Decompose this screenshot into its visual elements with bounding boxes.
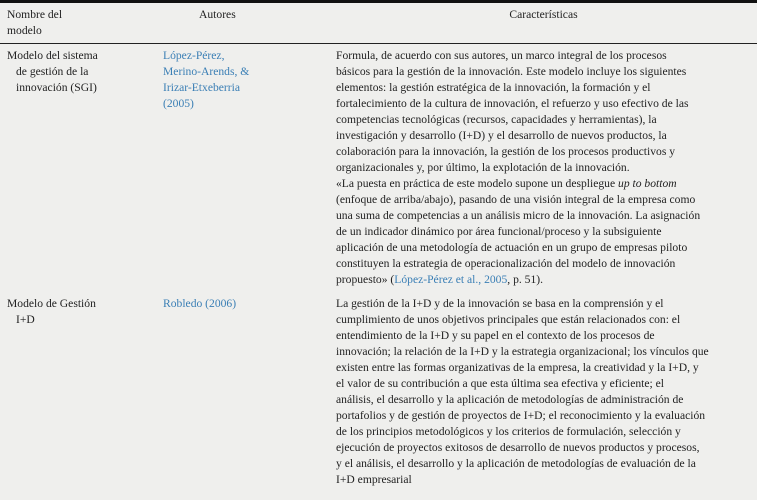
text-line: innovación; la relación de la I+D y la estrategia organizacional; los vínculos que: [336, 345, 709, 358]
text-line: cumplimiento de unos objetivos principales que están relacionados con: el: [336, 313, 681, 326]
name-line: innovación (SGI): [16, 81, 97, 94]
header-characteristics: [336, 2, 757, 44]
header-line: Nombre del: [7, 8, 63, 21]
table-row: [0, 292, 757, 500]
header-authors: [163, 2, 336, 44]
text-line: organizacionales y, por último, la explotación de la innovación.: [336, 161, 630, 174]
text-line: de los principios metodológicos y los criterios de formulación, selección y: [336, 425, 681, 438]
text-line: elementos: la gestión estratégica de la innovación, la formación y el: [336, 81, 651, 94]
quote-line: aplicación de una metodología de actuación en un grupo de empresas piloto: [336, 241, 688, 254]
name-line: I+D: [16, 313, 35, 326]
text-line: portafolios y de gestión de proyectos de I+D; el reconocimiento y la evaluación: [336, 409, 706, 422]
row1-model-name: [0, 44, 163, 293]
text-line: competencias tecnológicas (recursos, capacidades y herramientas), la: [336, 113, 657, 126]
text-line: investigación y desarrollo (I+D) y el desarrollo de nuevos productos, la: [336, 129, 667, 142]
author-line: (2005): [163, 97, 194, 110]
row1-characteristics: [336, 44, 757, 293]
quote-line: [336, 176, 751, 192]
name-line: Modelo del sistema: [7, 49, 98, 62]
text-line: básicos para la gestión de la innovación. Este modelo incluye los siguientes: [336, 65, 687, 78]
quote-text: , p. 51).: [507, 273, 544, 286]
text-line: análisis, el desarrollo y la aplicación de metodologías de administración de: [336, 393, 684, 406]
text-line: La gestión de la I+D y de la innovación se basa en la comprensión y el: [336, 297, 664, 310]
citation-link[interactable]: López-Pérez et al., 2005: [394, 273, 508, 286]
row2-characteristics: [336, 292, 757, 500]
text-line: existen entre las formas organizativas de la empresa, la creatividad y la I+D, y: [336, 361, 699, 374]
header-line: Características: [509, 8, 578, 21]
header-line: Autores: [199, 8, 236, 21]
text-line: fortalecimiento de la cultura de innovación, el refuerzo y uso efectivo de las: [336, 97, 689, 110]
quote-line: (enfoque de arriba/abajo), pasando de una visión integral de la empresa como: [336, 193, 696, 206]
name-line: de gestión de la: [16, 65, 89, 78]
quote-line: una suma de competencias a un análisis micro de la innovación. La asignación: [336, 209, 701, 222]
author-line: López-Pérez,: [163, 49, 225, 62]
header-line: modelo: [7, 24, 42, 37]
header-model-name: [0, 2, 163, 44]
quote-line: [336, 272, 751, 288]
text-line: Formula, de acuerdo con sus autores, un marco integral de los procesos: [336, 49, 667, 62]
text-line: el valor de su contribución a que esta última sea efectiva y eficiente; el: [336, 377, 665, 390]
author-line: Irizar-Etxeberria: [163, 81, 241, 94]
text-line: ejecución de proyectos exitosos de desarrollo de nuevos productos y procesos,: [336, 441, 700, 454]
author-line: Robledo (2006): [163, 297, 237, 310]
text-line: I+D empresarial: [336, 473, 412, 486]
row2-authors-link[interactable]: [163, 292, 336, 500]
name-line: Modelo de Gestión: [7, 297, 96, 310]
table-row: [0, 44, 757, 293]
text-line: colaboración para la innovación, la gestión de los procesos productivos y: [336, 145, 676, 158]
text-line: entendimiento de la I+D y su papel en el contexto de los procesos de: [336, 329, 655, 342]
quote-line: constituyen la estrategia de operacionalización del modelo de innovación: [336, 257, 676, 270]
header-row: [0, 2, 757, 44]
row2-model-name: [0, 292, 163, 500]
quote-text: propuesto» (: [336, 273, 395, 286]
quote-line: de un indicador dinámico por área funcional/proceso y la subsiguiente: [336, 225, 662, 238]
row1-authors-link[interactable]: [163, 44, 336, 293]
quote-italic: up to bottom: [618, 177, 677, 190]
quote-text: «La puesta en práctica de este modelo supone un despliegue: [336, 177, 619, 190]
author-line: Merino-Arends, &: [163, 65, 250, 78]
text-line: y el análisis, el desarrollo y la aplicación de metodologías de evaluación de la: [336, 457, 696, 470]
